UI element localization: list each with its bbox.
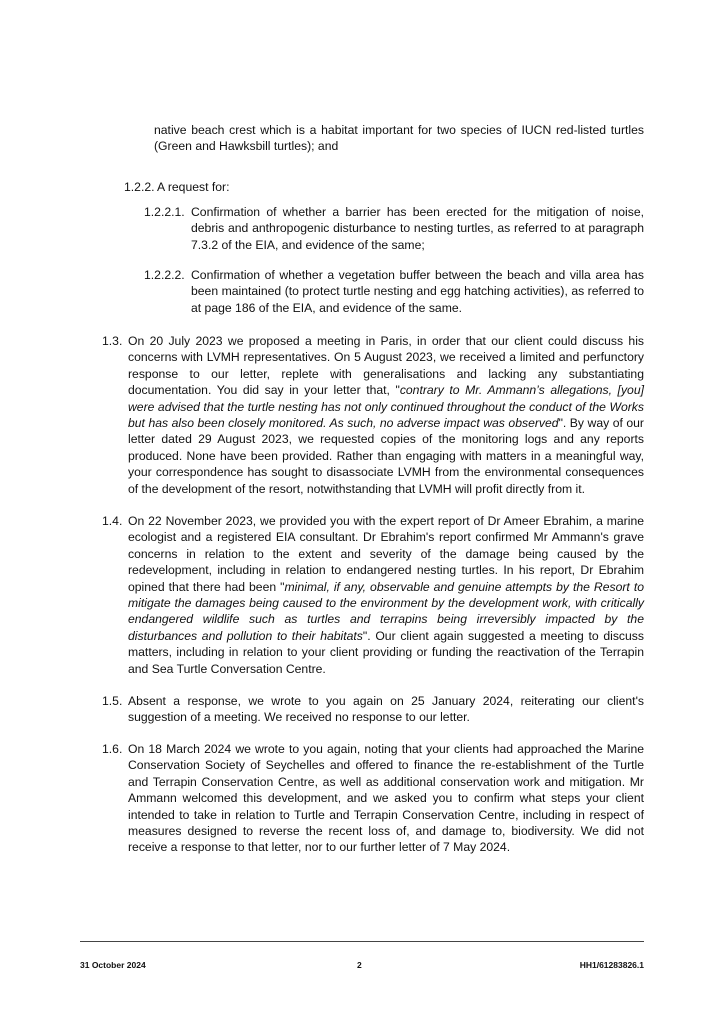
paragraph-1-4-quote: minimal, if any, observable and genuine attempts by the Resort to mitigate the damages being caused to the environment by the development work, with critically endangered wildlife such as turtles and terrapins being irreversibly impacted by the disturbances and pollution to their habitats	[128, 579, 644, 643]
paragraph-number-1-2-2: 1.2.2.	[124, 180, 155, 194]
paragraph-1-2-2: A request for:	[157, 180, 230, 194]
footer-reference: HH1/61283826.1	[579, 960, 644, 970]
paragraph-number-1-5: 1.5.	[102, 694, 123, 708]
paragraph-1-2-2-1: Confirmation of whether a barrier has been erected for the mitigation of noise, debris and anthropogenic disturbance to nesting turtles, as referred to at paragraph 7.3.2 of the EIA, and evidence of the same;	[191, 205, 644, 252]
paragraph-1-2-2-2: Confirmation of whether a vegetation buffer between the beach and villa area has been maintained (to protect turtle nesting and egg hatching activities), as referred to at page 186 of the EIA, and evidence of the same.	[191, 268, 644, 315]
paragraph-1-4-text-a: On 22 November 2023, we provided you with the expert report of Dr Ameer Ebrahim, a marine ecologist and a registered EIA consultant. Dr Ebrahim's report confirmed Mr Ammann's grave concerns in relation to the extent and severity of the damage being caused by the redevelopment, including in relation to endangered nesting turtles. In his report, Dr Ebrahim opined that there had been "	[128, 514, 644, 594]
footer-date: 31 October 2024	[80, 960, 146, 970]
paragraph-1-3	[128, 333, 644, 497]
paragraph-1-3-text-b: ". By way of our letter dated 29 August 2023, we requested copies of the monitoring logs and any reports produced. None have been provided. Rather than engaging with matters in a meaningful way, your correspondence has sought to disassociate LVMH from the environmental consequences of the development of the resort, notwithstanding that LVMH will profit directly from it.	[128, 416, 644, 496]
footer-page-number: 2	[357, 960, 362, 970]
paragraph-number-1-6: 1.6.	[102, 742, 123, 756]
paragraph-number-1-2-2-2: 1.2.2.2.	[144, 268, 185, 282]
paragraph-number-1-3: 1.3.	[102, 334, 123, 348]
paragraph-continuation: native beach crest which is a habitat important for two species of IUCN red-listed turtles (Green and Hawksbill turtles); and	[154, 123, 644, 154]
paragraph-1-4	[128, 513, 644, 677]
paragraph-1-3-text-a: On 20 July 2023 we proposed a meeting in Paris, in order that our client could discuss his concerns with LVMH representatives. On 5 August 2023, we received a limited and perfunctory response to our letter, replete with generalisations and lacking any substantiating documentation. You did say in your letter that, "	[128, 334, 644, 398]
paragraph-1-6: On 18 March 2024 we wrote to you again, noting that your clients had approached the Marine Conservation Society of Seychelles and offered to finance the re-establishment of the Turtle and Terrapin Conservation Centre, as well as additional conservation work and mitigation. Mr Ammann welcomed this development, and we asked you to confirm what steps your client intended to take in relation to Turtle and Terrapin Conservation Centre, including in respect of measures designed to reverse the recent loss of, and damage to, biodiversity. We did not receive a response to that letter, nor to our further letter of 7 May 2024.	[128, 742, 644, 855]
paragraph-number-1-2-2-1: 1.2.2.1.	[144, 205, 185, 219]
paragraph-1-3-quote: contrary to Mr. Ammann’s allegations, [you] were advised that the turtle nesting has not only continued throughout the conduct of the Works but has also been closely monitored. As such, no adverse impact was observed	[128, 383, 644, 431]
paragraph-1-4-text-b: ". Our client again suggested a meeting to discuss matters, including in relation to your client providing or funding the reactivation of the Terrapin and Sea Turtle Conversation Centre.	[128, 628, 644, 676]
footer-divider	[80, 941, 644, 942]
paragraph-number-1-4: 1.4.	[102, 514, 123, 528]
paragraph-1-5: Absent a response, we wrote to you again on 25 January 2024, reiterating our client's suggestion of a meeting. We received no response to our letter.	[128, 694, 644, 725]
